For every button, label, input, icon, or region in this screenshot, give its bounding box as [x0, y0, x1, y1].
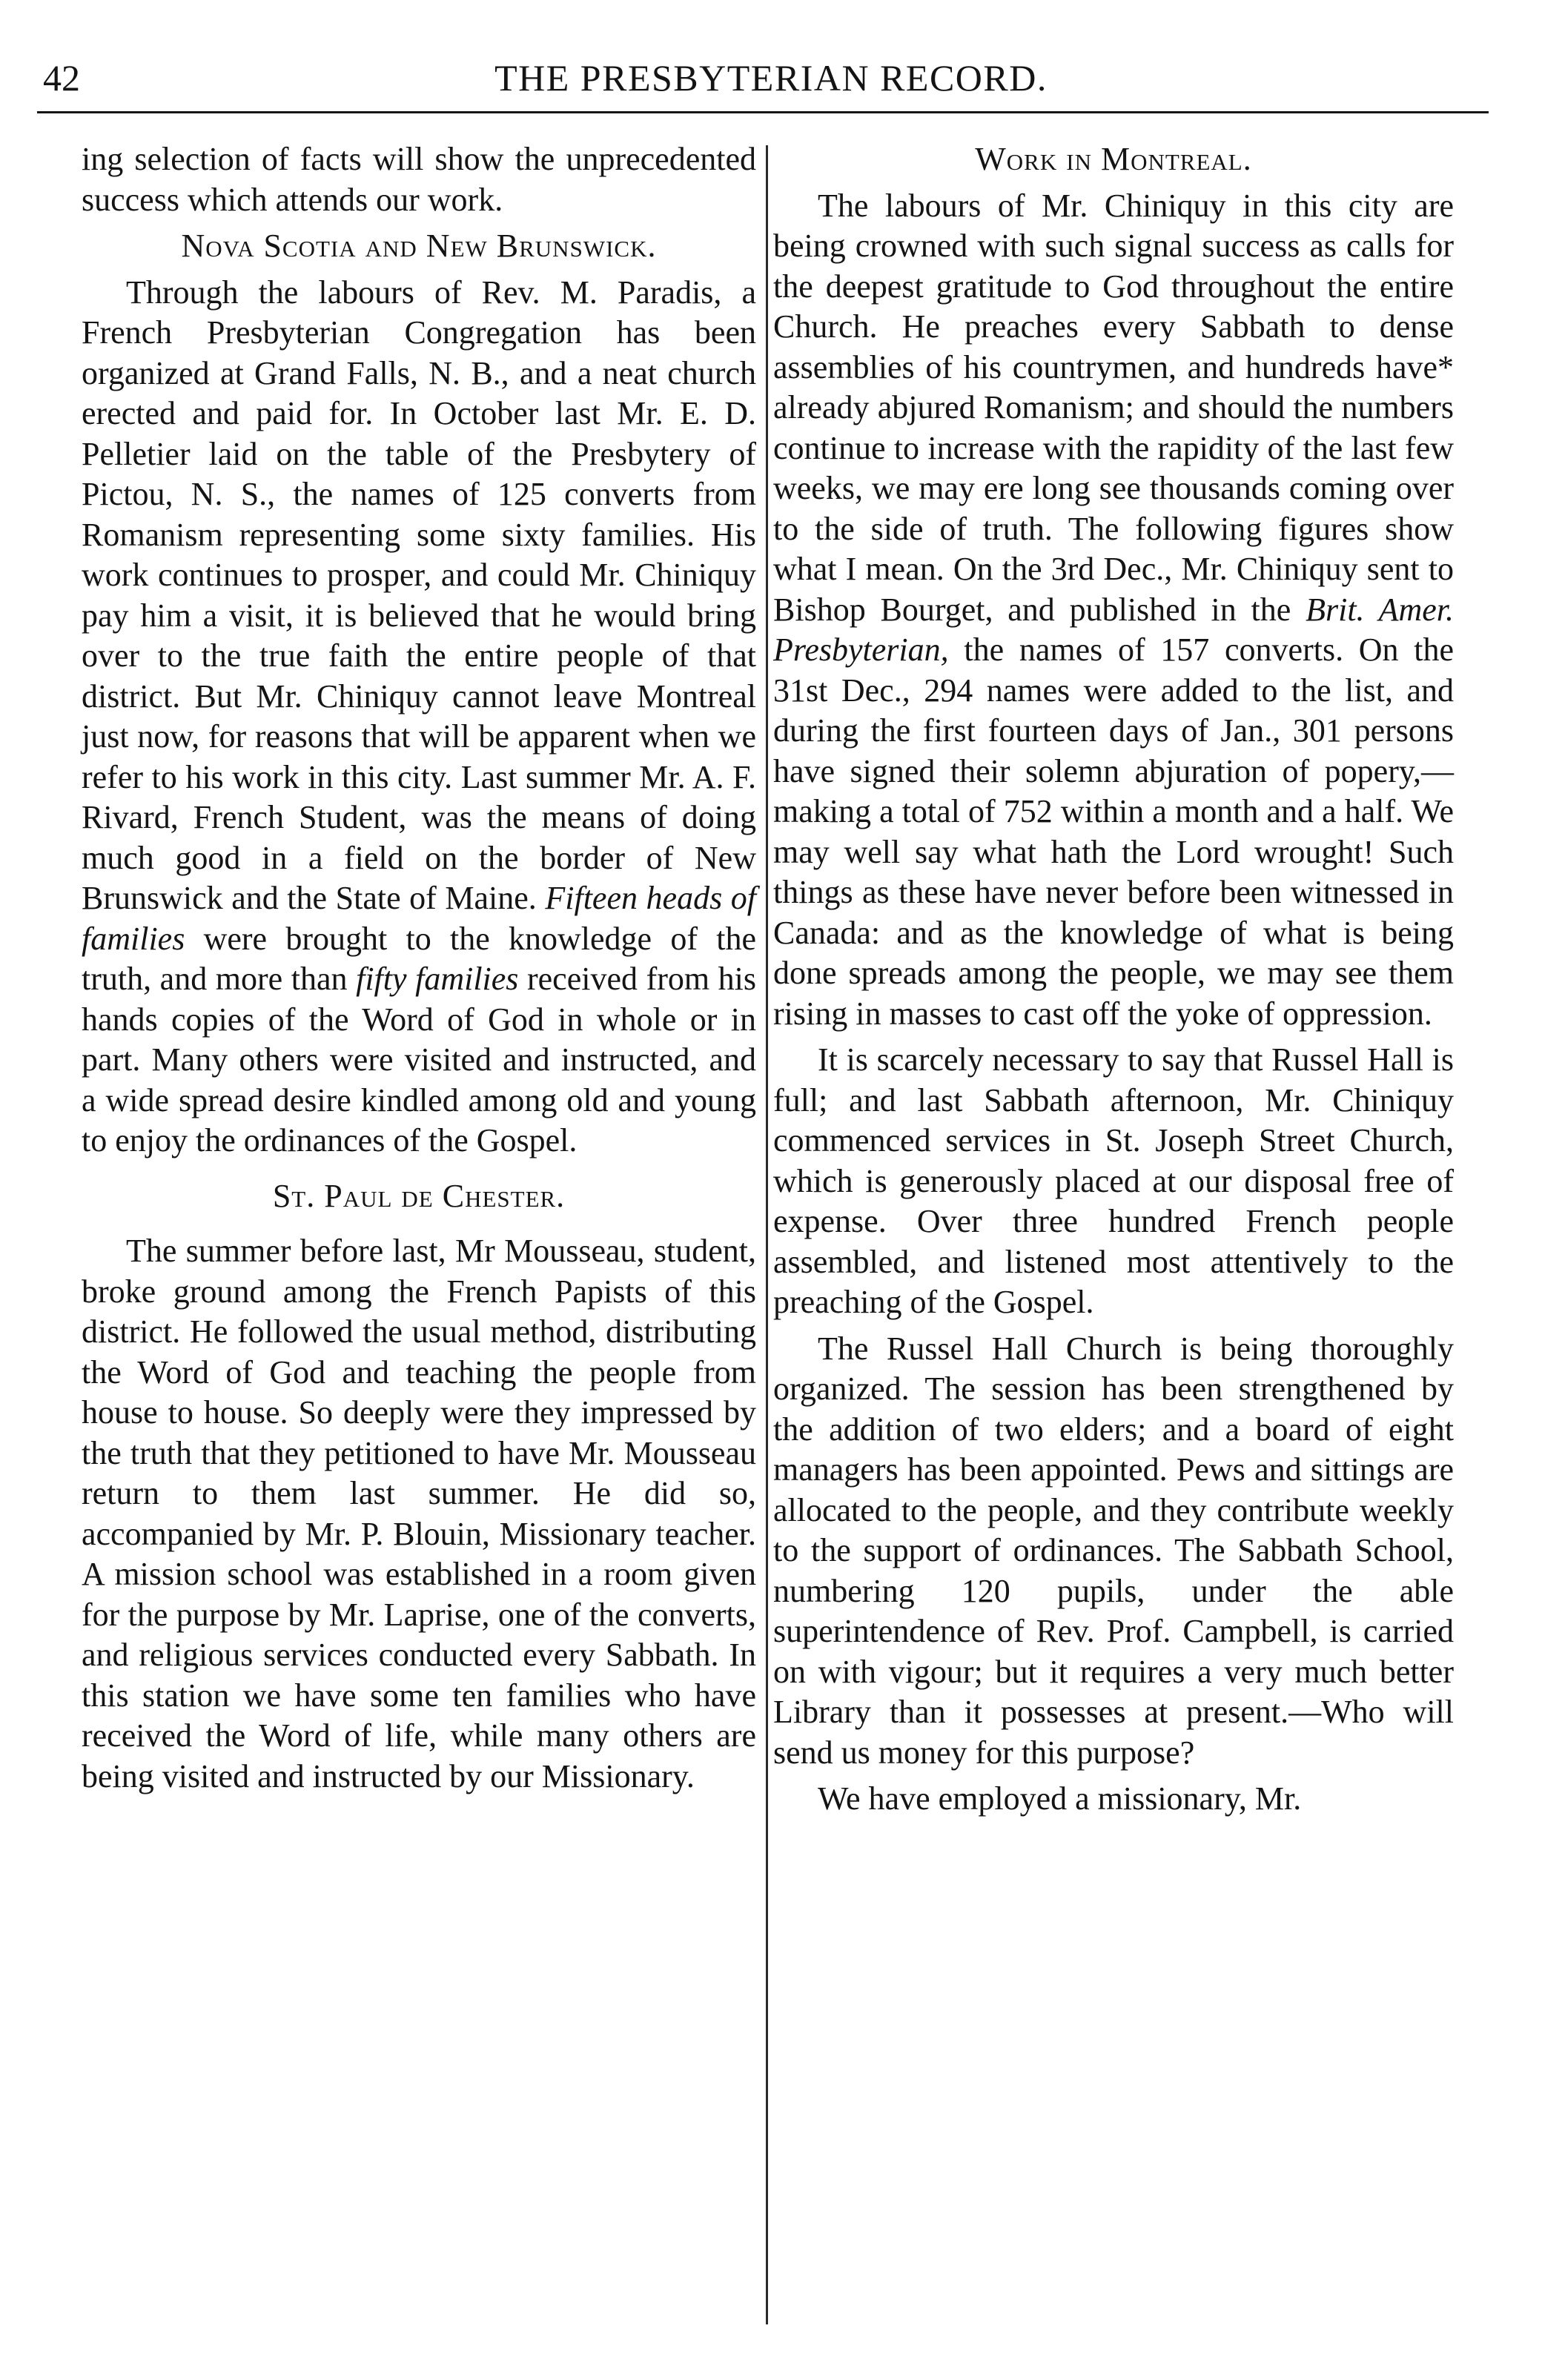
italic-text: fifty families: [356, 961, 519, 997]
page-header: [0, 52, 1542, 111]
italic-text: Brit. Amer. Presbyterian,: [773, 591, 1454, 668]
text-run: were brought to the knowledge of the truth, and more than: [82, 920, 756, 997]
italic-text: Fifteen heads of families: [82, 880, 756, 957]
paragraph-montreal-4: We have employed a missionary, Mr.: [818, 1780, 1302, 1817]
text-run: The labours of Mr. Chiniquy in this city are being crowned with such signal success as calls for the deepest gratitude to God throughout the entire Church. He preaches every Sabbath to dense assemblies of his countrymen, and hundreds have* already abjured Romanism; and should the numbers continue to increase with the rapidity of the last few weeks, we may ere long see thousands coming over to the side of truth. The following figures show what I mean. On the 3rd Dec., Mr. Chiniquy sent to Bishop Bourget, and published in the: [773, 187, 1454, 628]
paragraph-nova-scotia: [82, 273, 756, 1161]
journal-title: THE PRESBYTERIAN RECORD.: [494, 57, 1048, 99]
heading-st-paul: St. Paul de Chester.: [272, 1177, 566, 1214]
paragraph-st-paul: The summer before last, Mr Mousseau, student, broke ground among the French Papists of this district. He followed the usual method, distributing the Word of God and teaching the people from house to house. So deeply were they impressed by the truth that they petitioned to have Mr. Mousseau return to them last summer. He did so, accompanied by Mr. P. Blouin, Missionary teacher. A mission school was established in a room given for the purpose by Mr. Laprise, one of the converts, and religious services conducted every Sabbath. In this station we have some ten families who have received the Word of life, while many others are being visited and instructed by our Missionary.: [82, 1233, 756, 1794]
heading-nova-scotia: Nova Scotia and New Brunswick.: [181, 228, 657, 264]
text-run: Through the labours of Rev. M. Paradis, a French Presbyterian Congregation has been organized at Grand Falls, N. B., and a neat church erected and paid for. In October last Mr. E. D. Pelletier laid on the table of the Presbytery of Pictou, N. S., the names of 125 converts from Romanism representing some sixty families. His work continues to prosper, and could Mr. Chiniquy pay him a visit, it is believed that he would bring over to the true faith the entire people of that district. But Mr. Chiniquy cannot leave Montreal just now, for reasons that will be apparent when we refer to his work in this city. Last summer Mr. A. F. Rivard, French Student, was the means of doing much good in a field on the border of New Brunswick and the State of Maine.: [82, 274, 756, 916]
paragraph-montreal-3: The Russel Hall Church is being thoroughly organized. The session has been strengthened by the addition of two elders; and a board of eight managers has been appointed. Pews and sittings are allocated to the people, and they contribute weekly to the support of ordinances. The Sabbath School, numbering 120 pupils, under the able superintendence of Rev. Prof. Campbell, is carried on with vigour; but it requires a very much better Library than it possesses at present.—Who will send us money for this purpose?: [773, 1330, 1454, 1771]
intro-paragraph: ing selection of facts will show the unprecedented success which attends our work.: [82, 141, 756, 218]
left-column: [82, 139, 756, 1797]
header-rule: [37, 111, 1489, 113]
text-run: the names of 157 converts. On the 31st Dec., 294 names were added to the list, and during the first fourteen days of Jan., 301 persons have signed their solemn abjuration of popery,—making a total of 752 within a month and a half. We may well say what hath the Lord wrought! Such things as these have never before been witnessed in Canada: and as the knowledge of what is being done spreads among the people, we may see them rising in masses to cast off the yoke of oppression.: [773, 632, 1455, 1032]
paragraph-montreal-2: It is scarcely necessary to say that Russel Hall is full; and last Sabbath afternoon, Mr. Chiniquy commenced services in St. Joseph Street Church, which is generously placed at our disposal free of expense. Over three hundred French people assembled, and listened most attentively to the preaching of the Gospel.: [773, 1041, 1454, 1320]
page-number: 42: [43, 57, 80, 99]
heading-montreal: Work in Montreal.: [975, 141, 1252, 177]
text-run: received from his hands copies of the Word of God in whole or in part. Many others were visited and instructed, and a wide spread desire kindled among old and young to enjoy the ordinances of the Gospel.: [82, 961, 757, 1158]
column-divider: [766, 145, 768, 2324]
right-column: [773, 139, 1454, 1820]
paragraph-montreal-1: [773, 186, 1454, 1035]
